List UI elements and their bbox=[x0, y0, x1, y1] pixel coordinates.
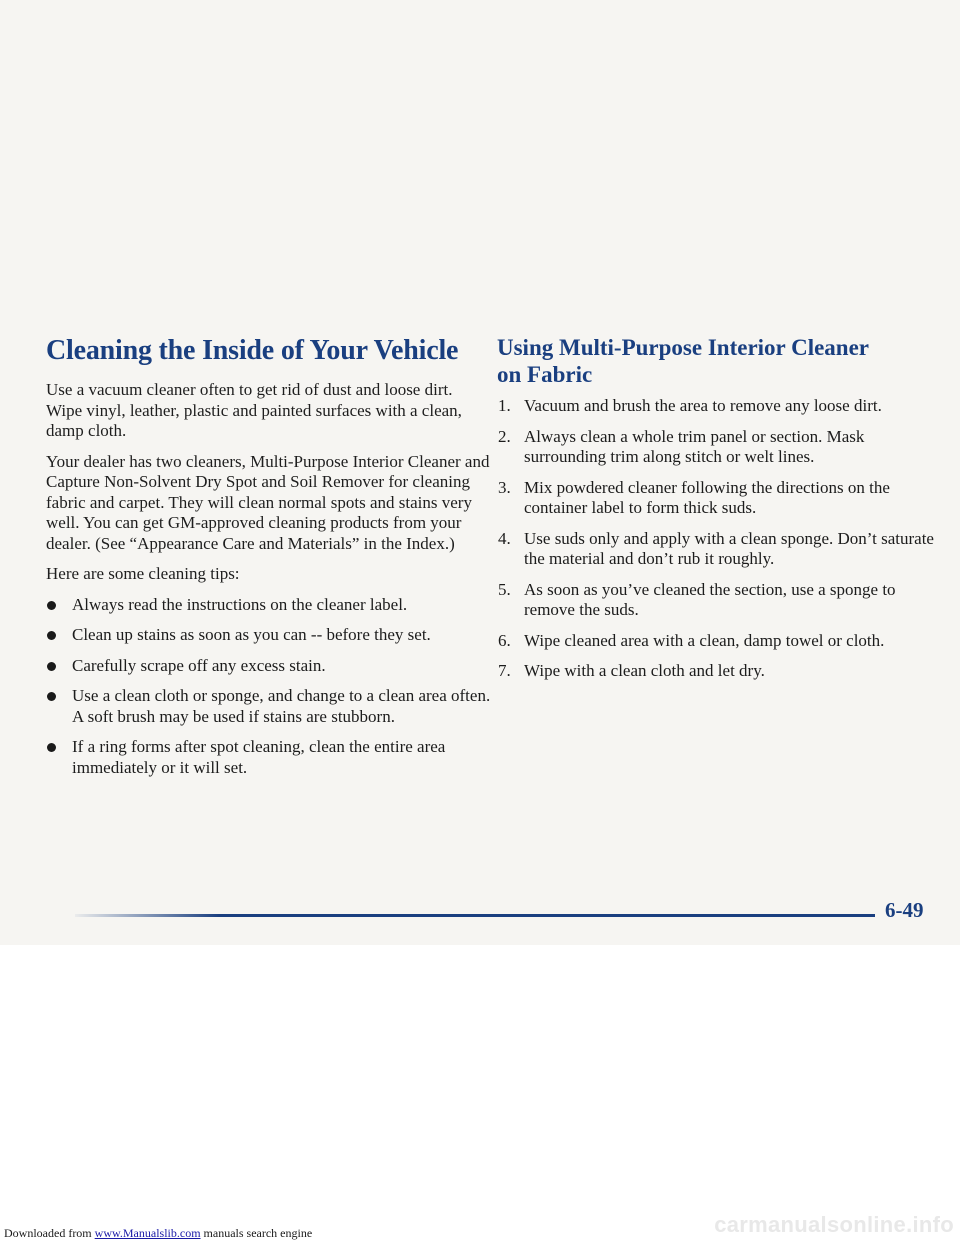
list-item bbox=[497, 529, 942, 570]
left-column bbox=[46, 334, 492, 788]
cleaning-tips-list bbox=[46, 595, 492, 779]
paragraph-dealer-cleaners: Your dealer has two cleaners, Multi-Purpose Interior Cleaner and Capture Non-Solvent Dry Spot and Soil Remover for cleaning fabric and carpet. They will clean normal spots and stains very well. You can get GM-approved cleaning products from your dealer. (See “Appearance Care and Materials” in the Index.) bbox=[46, 451, 490, 553]
footer-divider bbox=[75, 914, 875, 917]
banner-prefix: Downloaded from bbox=[4, 1226, 95, 1240]
tip-text: Always read the instructions on the cleaner label. bbox=[72, 594, 408, 614]
tip-text: Use a clean cloth or sponge, and change to a clean area often. A soft brush may be used if stains are stubborn. bbox=[72, 686, 491, 726]
list-item bbox=[46, 686, 492, 727]
paragraph-vacuum: Use a vacuum cleaner often to get rid of dust and loose dirt. Wipe vinyl, leather, plastic and painted surfaces with a clean, damp cloth. bbox=[46, 380, 462, 440]
right-column bbox=[497, 334, 942, 692]
step-text: As soon as you’ve cleaned the section, use a sponge to remove the suds. bbox=[524, 579, 896, 619]
bullet-icon bbox=[47, 631, 56, 640]
download-banner bbox=[4, 1226, 312, 1241]
cleaning-steps-list bbox=[497, 396, 942, 682]
step-number: 1. bbox=[498, 396, 511, 415]
list-item bbox=[497, 427, 942, 468]
list-item bbox=[497, 580, 942, 621]
manualslib-link[interactable]: www.Manualslib.com bbox=[94, 1226, 201, 1240]
step-number: 7. bbox=[498, 661, 511, 680]
list-item bbox=[497, 631, 942, 652]
step-text: Always clean a whole trim panel or section. Mask surrounding trim along stitch or welt lines. bbox=[524, 426, 865, 466]
page-number: 6-49 bbox=[885, 898, 924, 922]
bullet-icon bbox=[47, 692, 56, 701]
step-number: 2. bbox=[498, 426, 511, 446]
step-text: Vacuum and brush the area to remove any loose dirt. bbox=[524, 396, 882, 415]
watermark-logo: carmanualsonline.info bbox=[714, 1212, 954, 1237]
list-item bbox=[497, 478, 942, 519]
bullet-icon bbox=[47, 743, 56, 752]
paragraph-tips-intro: Here are some cleaning tips: bbox=[46, 564, 240, 583]
step-number: 5. bbox=[498, 579, 511, 599]
title-line-1: Using Multi-Purpose Interior Cleaner bbox=[497, 335, 870, 360]
tip-text: If a ring forms after spot cleaning, clean the entire area immediately or it will set. bbox=[72, 737, 446, 777]
step-text: Mix powdered cleaner following the directions on the container label to form thick suds. bbox=[524, 477, 890, 517]
list-item bbox=[497, 396, 942, 417]
tip-text: Clean up stains as soon as you can -- before they set. bbox=[72, 625, 431, 644]
bullet-icon bbox=[47, 662, 56, 671]
step-number: 6. bbox=[498, 630, 511, 650]
list-item bbox=[497, 661, 942, 682]
list-item bbox=[46, 595, 492, 616]
section-title-cleaning-inside: Cleaning the Inside of Your Vehicle bbox=[46, 335, 459, 366]
step-text: Wipe with a clean cloth and let dry. bbox=[524, 661, 765, 680]
step-text: Wipe cleaned area with a clean, damp towel or cloth. bbox=[524, 630, 885, 650]
tip-text: Carefully scrape off any excess stain. bbox=[72, 655, 326, 675]
step-number: 4. bbox=[498, 528, 511, 548]
title-line-2: on Fabric bbox=[497, 362, 593, 387]
step-text: Use suds only and apply with a clean sponge. Don’t saturate the material and don’t rub it roughly. bbox=[524, 528, 934, 568]
step-number: 3. bbox=[498, 477, 511, 497]
list-item bbox=[46, 737, 492, 778]
bullet-icon bbox=[47, 601, 56, 610]
list-item bbox=[46, 656, 492, 677]
list-item bbox=[46, 625, 492, 646]
section-title-multi-purpose-cleaner bbox=[497, 334, 942, 388]
banner-suffix: manuals search engine bbox=[200, 1226, 313, 1240]
